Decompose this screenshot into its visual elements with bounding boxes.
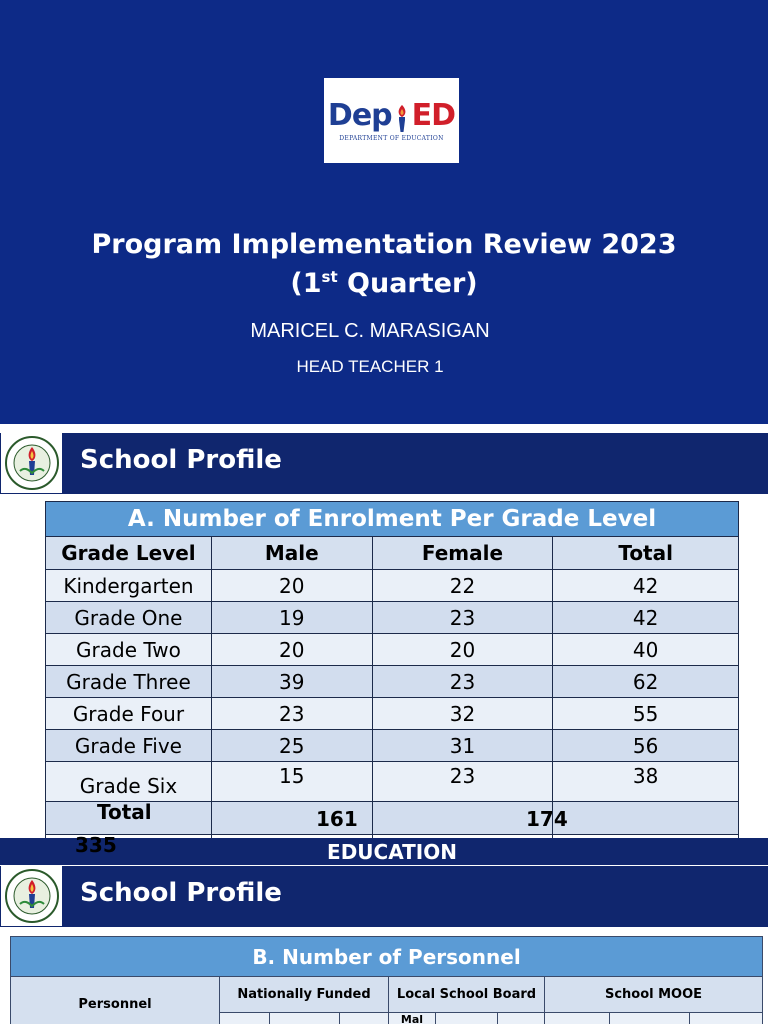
table-row — [46, 698, 739, 730]
total-overall-value: 335 — [75, 833, 117, 857]
personnel-header: Personnel — [11, 977, 220, 1024]
logo-text-ed: ED — [411, 98, 456, 133]
sub-header-cell — [340, 1013, 389, 1024]
group-header-nationally-funded: Nationally Funded — [220, 977, 389, 1013]
male-cell: 25 — [211, 730, 372, 762]
female-cell: 23 — [372, 666, 553, 698]
sub-header-cell — [436, 1013, 498, 1024]
grade-cell: Grade Five — [46, 730, 212, 762]
sub-header-cell — [498, 1013, 545, 1024]
slide-title: School Profile — [80, 445, 282, 475]
female-cell: 23 — [372, 602, 553, 634]
table-row — [46, 570, 739, 602]
female-cell: 23 — [372, 762, 553, 802]
total-female-value: 174 — [526, 807, 568, 831]
table-row — [46, 602, 739, 634]
torch-icon — [393, 103, 411, 133]
sub-header-cell — [545, 1013, 610, 1024]
column-header-female: Female — [372, 537, 553, 570]
table-row — [46, 634, 739, 666]
grade-cell: Kindergarten — [46, 570, 212, 602]
column-header-total: Total — [553, 537, 739, 570]
personnel-table — [10, 936, 763, 1024]
deped-logo — [324, 78, 459, 163]
total-cell: 56 — [553, 730, 739, 762]
presenter-name: MARICEL C. MARASIGAN — [250, 320, 490, 342]
table-row — [46, 730, 739, 762]
title-line-1: Program Implementation Review 2023 — [91, 229, 677, 260]
male-cell: 23 — [211, 698, 372, 730]
male-cell: 19 — [211, 602, 372, 634]
total-row-cell — [553, 802, 739, 835]
title-slide — [0, 0, 768, 424]
group-header-school-mooe: School MOOE — [545, 977, 763, 1013]
table-row — [46, 762, 739, 802]
total-male-value: 161 — [316, 807, 358, 831]
female-cell: 31 — [372, 730, 553, 762]
column-header-grade-level: Grade Level — [46, 537, 212, 570]
education-label: EDUCATION — [327, 840, 457, 864]
female-cell: 32 — [372, 698, 553, 730]
total-cell: 42 — [553, 602, 739, 634]
male-cell: 20 — [211, 570, 372, 602]
school-seal-icon — [1, 433, 62, 493]
sub-header-cell: Mal — [389, 1013, 436, 1024]
female-cell: 20 — [372, 634, 553, 666]
sub-header-cell — [270, 1013, 340, 1024]
presenter-position: HEAD TEACHER 1 — [296, 357, 444, 376]
sub-header-cell — [220, 1013, 270, 1024]
title-line-2-post: Quarter) — [337, 268, 478, 299]
grade-cell: Grade Three — [46, 666, 212, 698]
presentation-title — [0, 228, 768, 300]
group-header-local-school-board: Local School Board — [389, 977, 545, 1013]
grade-cell: Grade Four — [46, 698, 212, 730]
male-cell: 20 — [211, 634, 372, 666]
slide-title: School Profile — [80, 878, 282, 908]
title-line-2-sup: st — [321, 268, 338, 286]
total-cell: 42 — [553, 570, 739, 602]
total-cell: 62 — [553, 666, 739, 698]
column-header-male: Male — [211, 537, 372, 570]
total-cell: 40 — [553, 634, 739, 666]
slide-header-1 — [0, 433, 768, 494]
table-row — [46, 666, 739, 698]
male-cell: 15 — [211, 762, 372, 802]
enrolment-table-title: A. Number of Enrolment Per Grade Level — [46, 502, 739, 537]
sub-header-cell — [690, 1013, 763, 1024]
logo-subtitle: DEPARTMENT OF EDUCATION — [339, 135, 444, 142]
grade-cell: Grade Two — [46, 634, 212, 666]
grade-cell: Grade Six — [46, 762, 212, 802]
personnel-table-title: B. Number of Personnel — [11, 937, 763, 977]
slide-header-2 — [0, 866, 768, 927]
total-label: Total — [97, 800, 152, 824]
total-cell: 55 — [553, 698, 739, 730]
title-line-2 — [0, 261, 768, 300]
school-seal-icon — [1, 866, 62, 926]
grade-cell: Grade One — [46, 602, 212, 634]
female-cell: 22 — [372, 570, 553, 602]
male-cell: 39 — [211, 666, 372, 698]
sub-header-cell — [610, 1013, 690, 1024]
title-line-2-pre: (1 — [290, 268, 322, 299]
logo-text-dep: Dep — [327, 98, 392, 133]
total-cell: 38 — [553, 762, 739, 802]
